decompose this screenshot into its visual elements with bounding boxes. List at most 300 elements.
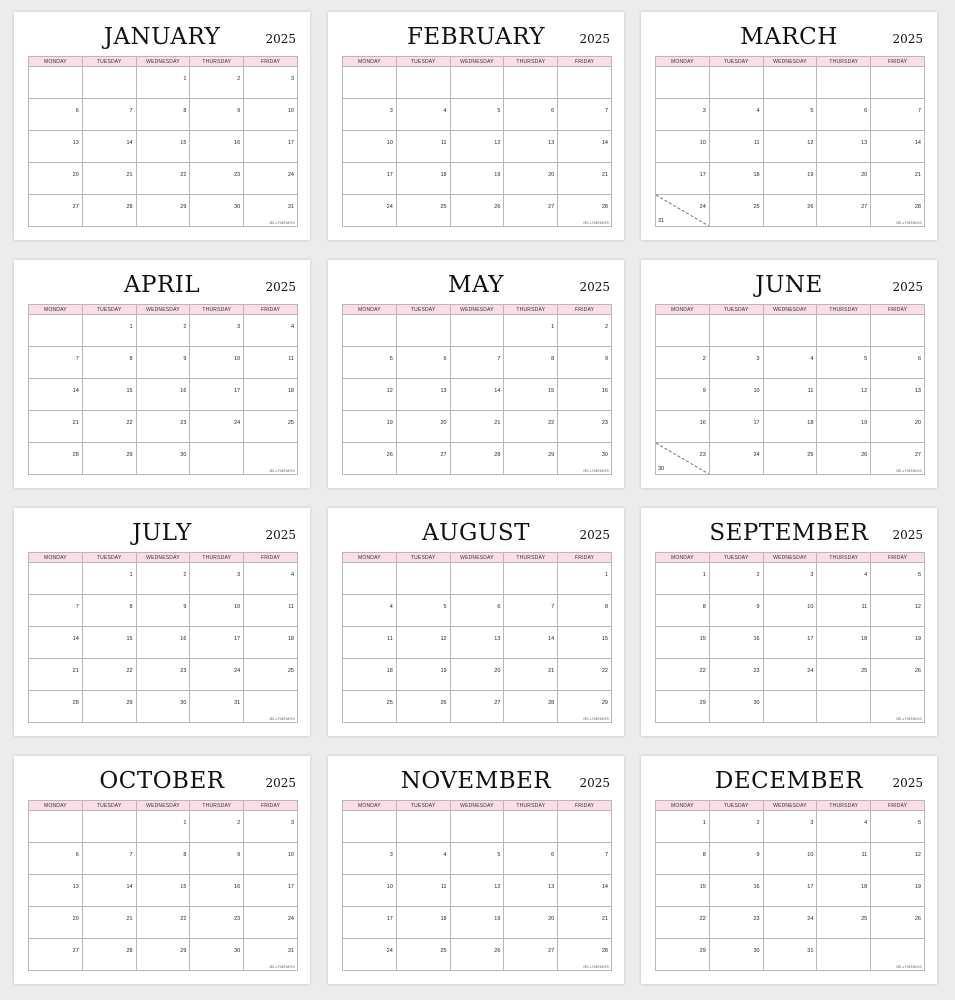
day-cell[interactable] (396, 627, 450, 659)
day-cell[interactable] (244, 163, 298, 195)
day-cell[interactable] (244, 443, 298, 475)
day-cell[interactable] (504, 843, 558, 875)
day-cell[interactable] (504, 875, 558, 907)
day-cell[interactable] (450, 907, 504, 939)
day-cell[interactable] (29, 659, 83, 691)
day-cell[interactable] (504, 347, 558, 379)
day-cell[interactable] (504, 443, 558, 475)
day-cell[interactable] (396, 595, 450, 627)
day-cell[interactable] (82, 443, 136, 475)
day-cell[interactable] (504, 99, 558, 131)
day-cell[interactable] (504, 131, 558, 163)
day-cell[interactable] (190, 443, 244, 475)
day-cell[interactable] (709, 659, 763, 691)
day-cell[interactable] (817, 67, 871, 99)
day-cell[interactable] (504, 315, 558, 347)
day-cell[interactable] (656, 411, 710, 443)
day-cell[interactable] (558, 163, 612, 195)
day-cell[interactable] (396, 563, 450, 595)
day-cell[interactable] (190, 811, 244, 843)
day-cell[interactable] (396, 163, 450, 195)
day-cell[interactable] (244, 99, 298, 131)
day-cell[interactable] (709, 907, 763, 939)
day-cell[interactable] (558, 99, 612, 131)
day-cell[interactable] (29, 379, 83, 411)
day-cell[interactable] (136, 875, 190, 907)
day-cell[interactable] (558, 315, 612, 347)
day-cell[interactable] (709, 563, 763, 595)
day-cell[interactable] (343, 131, 397, 163)
day-cell[interactable] (709, 99, 763, 131)
day-cell[interactable] (817, 627, 871, 659)
day-cell[interactable] (136, 347, 190, 379)
day-cell[interactable] (656, 907, 710, 939)
day-cell[interactable] (871, 843, 925, 875)
day-cell[interactable] (817, 843, 871, 875)
day-cell[interactable] (136, 659, 190, 691)
day-cell[interactable] (343, 347, 397, 379)
day-cell[interactable] (190, 163, 244, 195)
day-cell[interactable] (817, 595, 871, 627)
day-cell[interactable] (82, 67, 136, 99)
day-cell[interactable] (29, 627, 83, 659)
day-cell[interactable] (558, 595, 612, 627)
day-cell[interactable] (763, 67, 817, 99)
day-cell[interactable] (504, 811, 558, 843)
day-cell[interactable] (763, 347, 817, 379)
day-cell[interactable] (817, 195, 871, 227)
day-cell[interactable] (190, 939, 244, 971)
day-cell[interactable] (656, 67, 710, 99)
day-cell[interactable] (709, 843, 763, 875)
day-cell[interactable] (244, 843, 298, 875)
day-cell[interactable] (763, 131, 817, 163)
day-cell[interactable] (450, 195, 504, 227)
day-cell[interactable] (871, 811, 925, 843)
day-cell[interactable] (871, 347, 925, 379)
day-cell[interactable] (656, 691, 710, 723)
day-cell[interactable] (656, 443, 710, 475)
day-cell[interactable] (558, 843, 612, 875)
day-cell[interactable] (763, 843, 817, 875)
day-cell[interactable] (656, 347, 710, 379)
day-cell[interactable] (558, 347, 612, 379)
day-cell[interactable] (450, 843, 504, 875)
day-cell[interactable] (558, 563, 612, 595)
day-cell[interactable] (871, 595, 925, 627)
day-cell[interactable] (709, 595, 763, 627)
day-cell[interactable] (871, 875, 925, 907)
day-cell[interactable] (190, 691, 244, 723)
day-cell[interactable] (343, 411, 397, 443)
day-cell[interactable] (136, 811, 190, 843)
day-cell[interactable] (817, 875, 871, 907)
day-cell[interactable] (244, 627, 298, 659)
day-cell[interactable] (450, 131, 504, 163)
day-cell[interactable] (871, 195, 925, 227)
day-cell[interactable] (29, 595, 83, 627)
day-cell[interactable] (190, 195, 244, 227)
day-cell[interactable] (29, 195, 83, 227)
day-cell[interactable] (709, 875, 763, 907)
day-cell[interactable] (450, 811, 504, 843)
day-cell[interactable] (656, 315, 710, 347)
day-cell[interactable] (817, 131, 871, 163)
day-cell[interactable] (871, 939, 925, 971)
day-cell[interactable] (558, 659, 612, 691)
day-cell[interactable] (343, 595, 397, 627)
day-cell[interactable] (29, 843, 83, 875)
day-cell[interactable] (709, 315, 763, 347)
day-cell[interactable] (450, 627, 504, 659)
day-cell[interactable] (504, 379, 558, 411)
day-cell[interactable] (343, 939, 397, 971)
day-cell[interactable] (558, 195, 612, 227)
day-cell[interactable] (396, 443, 450, 475)
day-cell[interactable] (871, 163, 925, 195)
day-cell[interactable] (656, 627, 710, 659)
day-cell[interactable] (190, 659, 244, 691)
day-cell[interactable] (504, 939, 558, 971)
day-cell[interactable] (817, 659, 871, 691)
day-cell[interactable] (190, 315, 244, 347)
day-cell[interactable] (82, 347, 136, 379)
day-cell[interactable] (504, 67, 558, 99)
day-cell[interactable] (136, 163, 190, 195)
day-cell[interactable] (190, 99, 244, 131)
day-cell[interactable] (343, 67, 397, 99)
day-cell[interactable] (656, 99, 710, 131)
day-cell[interactable] (396, 811, 450, 843)
day-cell[interactable] (871, 315, 925, 347)
day-cell[interactable] (817, 163, 871, 195)
day-cell[interactable] (82, 939, 136, 971)
day-cell[interactable] (29, 99, 83, 131)
day-cell[interactable] (871, 99, 925, 131)
day-cell[interactable] (817, 939, 871, 971)
day-cell[interactable] (82, 659, 136, 691)
day-cell[interactable] (558, 67, 612, 99)
day-cell[interactable] (709, 939, 763, 971)
day-cell[interactable] (244, 131, 298, 163)
day-cell[interactable] (244, 195, 298, 227)
day-cell[interactable] (763, 411, 817, 443)
day-cell[interactable] (29, 131, 83, 163)
day-cell[interactable] (817, 563, 871, 595)
day-cell[interactable] (396, 99, 450, 131)
day-cell[interactable] (656, 563, 710, 595)
day-cell[interactable] (29, 691, 83, 723)
day-cell[interactable] (763, 875, 817, 907)
day-cell[interactable] (656, 163, 710, 195)
day-cell[interactable] (817, 379, 871, 411)
day-cell[interactable] (450, 563, 504, 595)
day-cell[interactable] (450, 443, 504, 475)
day-cell[interactable] (396, 939, 450, 971)
day-cell[interactable] (450, 411, 504, 443)
day-cell[interactable] (656, 195, 710, 227)
day-cell[interactable] (817, 347, 871, 379)
day-cell[interactable] (504, 595, 558, 627)
day-cell[interactable] (82, 875, 136, 907)
day-cell[interactable] (190, 563, 244, 595)
day-cell[interactable] (244, 811, 298, 843)
day-cell[interactable] (82, 595, 136, 627)
day-cell[interactable] (558, 411, 612, 443)
day-cell[interactable] (190, 131, 244, 163)
day-cell[interactable] (817, 907, 871, 939)
day-cell[interactable] (656, 843, 710, 875)
day-cell[interactable] (136, 99, 190, 131)
day-cell[interactable] (396, 347, 450, 379)
day-cell[interactable] (871, 411, 925, 443)
day-cell[interactable] (136, 691, 190, 723)
day-cell[interactable] (763, 627, 817, 659)
day-cell[interactable] (343, 443, 397, 475)
day-cell[interactable] (190, 347, 244, 379)
day-cell[interactable] (763, 595, 817, 627)
day-cell[interactable] (244, 875, 298, 907)
day-cell[interactable] (190, 379, 244, 411)
day-cell[interactable] (343, 691, 397, 723)
day-cell[interactable] (504, 195, 558, 227)
day-cell[interactable] (450, 659, 504, 691)
day-cell[interactable] (558, 875, 612, 907)
day-cell[interactable] (136, 939, 190, 971)
day-cell[interactable] (558, 379, 612, 411)
day-cell[interactable] (871, 691, 925, 723)
day-cell[interactable] (763, 659, 817, 691)
day-cell[interactable] (244, 411, 298, 443)
day-cell[interactable] (82, 907, 136, 939)
day-cell[interactable] (396, 875, 450, 907)
day-cell[interactable] (136, 563, 190, 595)
day-cell[interactable] (763, 939, 817, 971)
day-cell[interactable] (82, 411, 136, 443)
day-cell[interactable] (871, 907, 925, 939)
day-cell[interactable] (244, 907, 298, 939)
day-cell[interactable] (29, 315, 83, 347)
day-cell[interactable] (558, 627, 612, 659)
day-cell[interactable] (396, 659, 450, 691)
day-cell[interactable] (709, 811, 763, 843)
day-cell[interactable] (244, 691, 298, 723)
day-cell[interactable] (709, 411, 763, 443)
day-cell[interactable] (82, 691, 136, 723)
day-cell[interactable] (343, 811, 397, 843)
day-cell[interactable] (504, 411, 558, 443)
day-cell[interactable] (244, 659, 298, 691)
day-cell[interactable] (190, 875, 244, 907)
day-cell[interactable] (656, 131, 710, 163)
day-cell[interactable] (450, 163, 504, 195)
day-cell[interactable] (343, 843, 397, 875)
day-cell[interactable] (763, 379, 817, 411)
day-cell[interactable] (450, 939, 504, 971)
day-cell[interactable] (558, 939, 612, 971)
day-cell[interactable] (29, 811, 83, 843)
day-cell[interactable] (244, 347, 298, 379)
day-cell[interactable] (656, 811, 710, 843)
day-cell[interactable] (763, 811, 817, 843)
day-cell[interactable] (504, 659, 558, 691)
day-cell[interactable] (29, 443, 83, 475)
day-cell[interactable] (763, 195, 817, 227)
day-cell[interactable] (82, 843, 136, 875)
day-cell[interactable] (343, 659, 397, 691)
day-cell[interactable] (82, 131, 136, 163)
day-cell[interactable] (82, 163, 136, 195)
day-cell[interactable] (450, 67, 504, 99)
day-cell[interactable] (558, 131, 612, 163)
day-cell[interactable] (558, 691, 612, 723)
day-cell[interactable] (29, 411, 83, 443)
day-cell[interactable] (136, 595, 190, 627)
day-cell[interactable] (190, 595, 244, 627)
day-cell[interactable] (450, 595, 504, 627)
day-cell[interactable] (709, 691, 763, 723)
day-cell[interactable] (558, 443, 612, 475)
day-cell[interactable] (343, 99, 397, 131)
day-cell[interactable] (343, 163, 397, 195)
day-cell[interactable] (504, 627, 558, 659)
day-cell[interactable] (29, 347, 83, 379)
day-cell[interactable] (244, 939, 298, 971)
day-cell[interactable] (709, 67, 763, 99)
day-cell[interactable] (343, 627, 397, 659)
day-cell[interactable] (136, 443, 190, 475)
day-cell[interactable] (817, 691, 871, 723)
day-cell[interactable] (871, 659, 925, 691)
day-cell[interactable] (817, 411, 871, 443)
day-cell[interactable] (504, 163, 558, 195)
day-cell[interactable] (343, 315, 397, 347)
day-cell[interactable] (709, 347, 763, 379)
day-cell[interactable] (190, 843, 244, 875)
day-cell[interactable] (29, 67, 83, 99)
day-cell[interactable] (656, 595, 710, 627)
day-cell[interactable] (709, 379, 763, 411)
day-cell[interactable] (656, 875, 710, 907)
day-cell[interactable] (396, 379, 450, 411)
day-cell[interactable] (763, 907, 817, 939)
day-cell[interactable] (244, 563, 298, 595)
day-cell[interactable] (396, 907, 450, 939)
day-cell[interactable] (763, 99, 817, 131)
day-cell[interactable] (136, 195, 190, 227)
day-cell[interactable] (190, 907, 244, 939)
day-cell[interactable] (871, 379, 925, 411)
day-cell[interactable] (29, 163, 83, 195)
day-cell[interactable] (558, 907, 612, 939)
day-cell[interactable] (82, 563, 136, 595)
day-cell[interactable] (190, 67, 244, 99)
day-cell[interactable] (450, 315, 504, 347)
day-cell[interactable] (763, 443, 817, 475)
day-cell[interactable] (871, 627, 925, 659)
day-cell[interactable] (29, 907, 83, 939)
day-cell[interactable] (871, 563, 925, 595)
day-cell[interactable] (29, 875, 83, 907)
day-cell[interactable] (450, 347, 504, 379)
day-cell[interactable] (244, 379, 298, 411)
day-cell[interactable] (763, 163, 817, 195)
day-cell[interactable] (504, 563, 558, 595)
day-cell[interactable] (136, 131, 190, 163)
day-cell[interactable] (763, 315, 817, 347)
day-cell[interactable] (450, 99, 504, 131)
day-cell[interactable] (136, 907, 190, 939)
day-cell[interactable] (396, 843, 450, 875)
day-cell[interactable] (450, 875, 504, 907)
day-cell[interactable] (29, 563, 83, 595)
day-cell[interactable] (343, 907, 397, 939)
day-cell[interactable] (343, 195, 397, 227)
day-cell[interactable] (82, 315, 136, 347)
day-cell[interactable] (136, 67, 190, 99)
day-cell[interactable] (244, 67, 298, 99)
day-cell[interactable] (82, 627, 136, 659)
day-cell[interactable] (450, 379, 504, 411)
day-cell[interactable] (396, 691, 450, 723)
day-cell[interactable] (709, 195, 763, 227)
day-cell[interactable] (450, 691, 504, 723)
day-cell[interactable] (29, 939, 83, 971)
day-cell[interactable] (763, 691, 817, 723)
day-cell[interactable] (763, 563, 817, 595)
day-cell[interactable] (871, 443, 925, 475)
day-cell[interactable] (136, 411, 190, 443)
day-cell[interactable] (504, 691, 558, 723)
day-cell[interactable] (709, 627, 763, 659)
day-cell[interactable] (709, 163, 763, 195)
day-cell[interactable] (558, 811, 612, 843)
day-cell[interactable] (396, 411, 450, 443)
day-cell[interactable] (817, 811, 871, 843)
day-cell[interactable] (817, 315, 871, 347)
day-cell[interactable] (136, 843, 190, 875)
day-cell[interactable] (656, 379, 710, 411)
day-cell[interactable] (871, 67, 925, 99)
day-cell[interactable] (136, 315, 190, 347)
day-cell[interactable] (817, 99, 871, 131)
day-cell[interactable] (396, 195, 450, 227)
day-cell[interactable] (82, 99, 136, 131)
day-cell[interactable] (396, 67, 450, 99)
day-cell[interactable] (817, 443, 871, 475)
day-cell[interactable] (396, 315, 450, 347)
day-cell[interactable] (82, 195, 136, 227)
day-cell[interactable] (709, 443, 763, 475)
day-cell[interactable] (343, 379, 397, 411)
day-cell[interactable] (343, 563, 397, 595)
day-cell[interactable] (190, 627, 244, 659)
day-cell[interactable] (504, 907, 558, 939)
day-cell[interactable] (82, 811, 136, 843)
day-cell[interactable] (244, 315, 298, 347)
day-cell[interactable] (343, 875, 397, 907)
day-cell[interactable] (136, 627, 190, 659)
day-cell[interactable] (190, 411, 244, 443)
day-cell[interactable] (709, 131, 763, 163)
day-cell[interactable] (656, 659, 710, 691)
day-cell[interactable] (656, 939, 710, 971)
day-cell[interactable] (871, 131, 925, 163)
day-cell[interactable] (136, 379, 190, 411)
day-cell[interactable] (244, 595, 298, 627)
day-cell[interactable] (82, 379, 136, 411)
day-cell[interactable] (396, 131, 450, 163)
